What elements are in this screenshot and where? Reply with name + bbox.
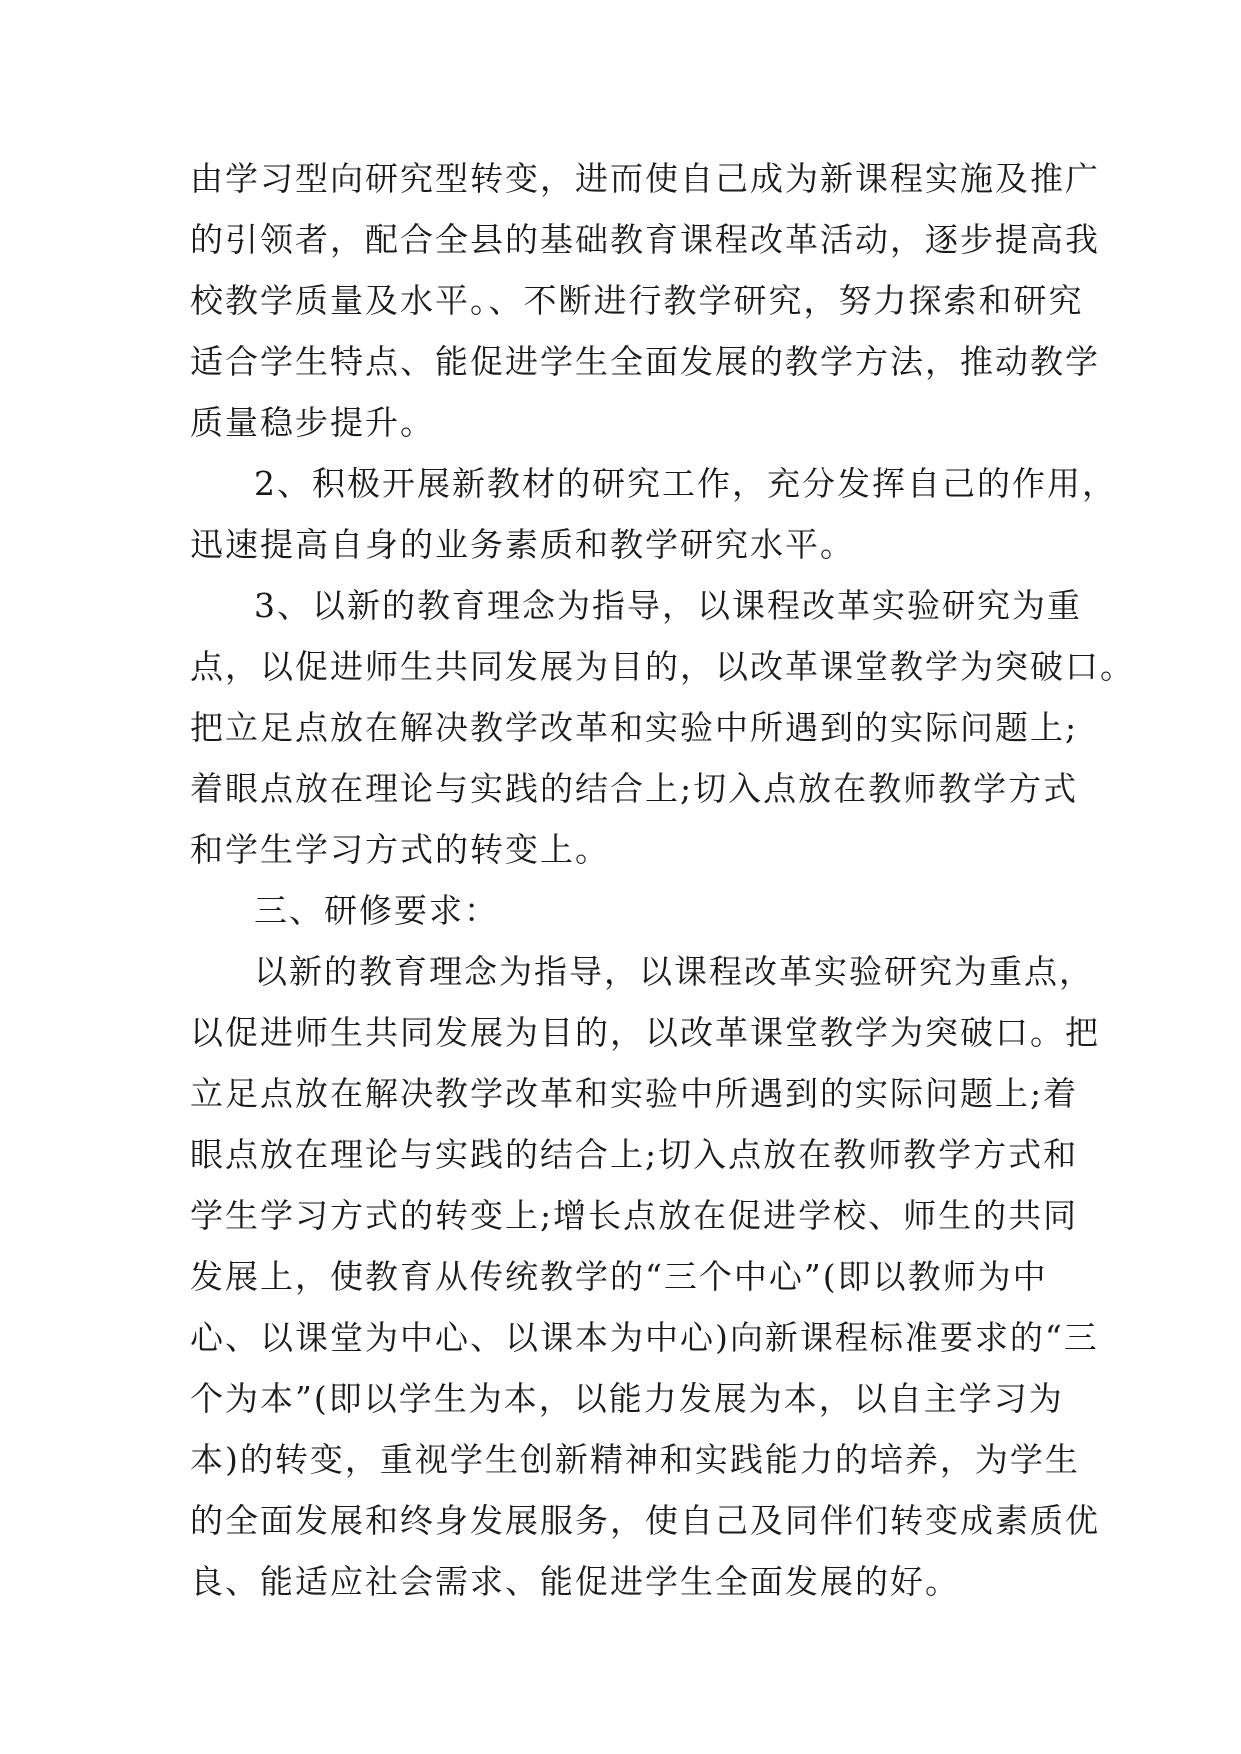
text-line: 发展上，使教育从传统教学的“三个中心”(即以教师为中 (190, 1257, 1048, 1296)
text-line: 校教学质量及水平。、不断进行教学研究，努力探索和研究 (190, 281, 1084, 320)
text-line: 立足点放在解决教学改革和实验中所遇到的实际问题上;着 (190, 1074, 1079, 1113)
text-line: 眼点放在理论与实践的结合上;切入点放在教师教学方式和 (190, 1135, 1079, 1174)
text-line: 把立足点放在解决教学改革和实验中所遇到的实际问题上; (190, 708, 1079, 747)
text-line: 3、以新的教育理念为指导，以课程改革实验研究为重 (254, 586, 1082, 625)
text-line: 迅速提高自身的业务素质和教学研究水平。 (190, 525, 855, 564)
text-line: 由学习型向研究型转变，进而使自己成为新课程实施及推广 (190, 159, 1100, 198)
text-line: 良、能适应社会需求、能促进学生全面发展的好。 (190, 1562, 960, 1601)
text-line: 本)的转变，重视学生创新精神和实践能力的培养，为学生 (190, 1440, 1080, 1479)
text-line: 质量稳步提升。 (190, 403, 435, 442)
text-line: 着眼点放在理论与实践的结合上;切入点放在教师教学方式 (190, 769, 1079, 808)
text-line: 适合学生特点、能促进学生全面发展的教学方法，推动教学 (190, 342, 1100, 381)
text-line: 的引领者，配合全县的基础教育课程改革活动，逐步提高我 (190, 220, 1100, 259)
text-line: 的全面发展和终身发展服务，使自己及同伴们转变成素质优 (190, 1501, 1100, 1540)
text-line: 学生学习方式的转变上;增长点放在促进学校、师生的共同 (190, 1196, 1079, 1235)
document-body (190, 148, 1135, 1612)
text-line: 以促进师生共同发展为目的，以改革课堂教学为突破口。把 (190, 1013, 1100, 1052)
text-line: 个为本”(即以学生为本，以能力发展为本，以自主学习为 (190, 1379, 1064, 1418)
text-line: 点，以促进师生共同发展为目的，以改革课堂教学为突破口。 (190, 647, 1135, 686)
text-line: 三、研修要求： (254, 891, 499, 930)
text-line: 2、积极开展新教材的研究工作，充分发挥自己的作用， (254, 464, 1117, 503)
text-line: 和学生学习方式的转变上。 (190, 830, 610, 869)
text-line: 心、以课堂为中心、以课本为中心)向新课程标准要求的“三 (190, 1318, 1099, 1357)
text-line: 以新的教育理念为指导，以课程改革实验研究为重点， (254, 952, 1094, 991)
